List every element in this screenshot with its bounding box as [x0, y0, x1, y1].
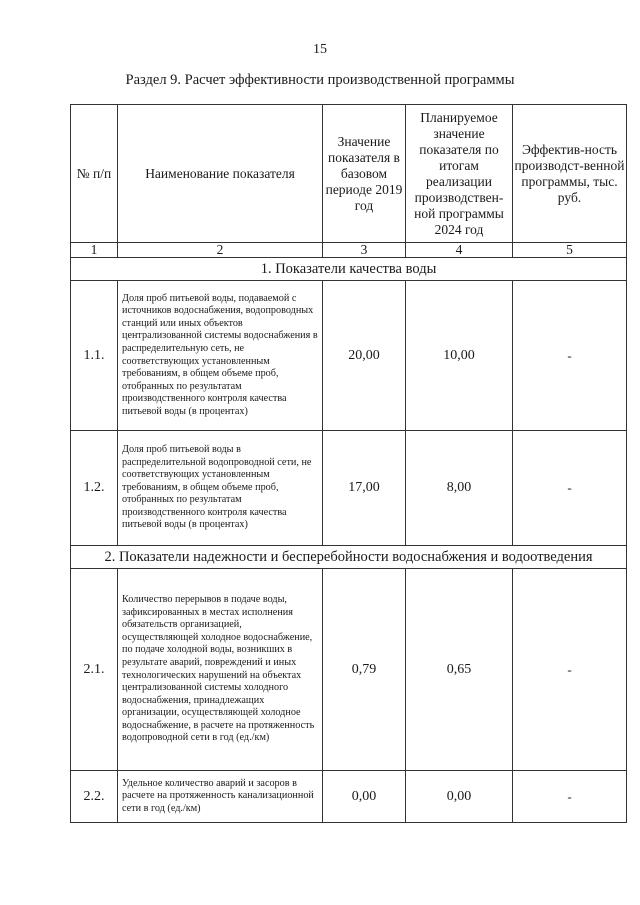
base-value: 20,00	[323, 281, 406, 431]
column-number: 5	[513, 243, 627, 258]
column-number-row	[71, 243, 627, 258]
column-number: 4	[406, 243, 513, 258]
efficiency-value: -	[513, 281, 627, 431]
indicator-name: Доля проб питьевой воды в распределительной водопроводной сети, не соответствующих установленным требованиям, в общем объеме проб, отобранных по результатам производственного контроля качества питьевой воды (в процентах)	[118, 431, 323, 546]
table-row	[71, 281, 627, 431]
indicator-name: Количество перерывов в подаче воды, зафиксированных в местах исполнения обязательств организацией, осуществляющей холодное водоснабжение, по подаче холодной воды, возникших в результате аварий, повреждений и иных технологических нарушений на объектах централизованной системы холодного водоснабжения, принадлежащих организации, осуществляющей холодное водоснабжение, в расчете на протяженность водопроводной сети в год (ед./км)	[118, 569, 323, 771]
row-number: 2.2.	[71, 771, 118, 823]
column-number: 2	[118, 243, 323, 258]
row-number: 1.1.	[71, 281, 118, 431]
table-row	[71, 771, 627, 823]
header-base-value: Значение показателя в базовом периоде 2019 год	[323, 105, 406, 243]
page-number: 15	[313, 42, 327, 57]
base-value: 0,79	[323, 569, 406, 771]
header-number: № п/п	[71, 105, 118, 243]
group-header-row	[71, 546, 627, 569]
efficiency-value: -	[513, 569, 627, 771]
planned-value: 10,00	[406, 281, 513, 431]
efficiency-value: -	[513, 431, 627, 546]
indicator-name: Удельное количество аварий и засоров в расчете на протяженность канализационной сети в год (ед./км)	[118, 771, 323, 823]
indicator-name: Доля проб питьевой воды, подаваемой с источников водоснабжения, водопроводных станций или иных объектов централизованной системы водоснабжения в распределительную сеть, не соответствующих установленным требованиям, в общем объеме проб, отобранных по результатам производственного контроля качества питьевой воды (в процентах)	[118, 281, 323, 431]
row-number: 2.1.	[71, 569, 118, 771]
header-row	[71, 105, 627, 243]
header-indicator-name: Наименование показателя	[118, 105, 323, 243]
base-value: 17,00	[323, 431, 406, 546]
row-number: 1.2.	[71, 431, 118, 546]
group-title: 2. Показатели надежности и бесперебойности водоснабжения и водоотведения	[71, 546, 627, 569]
planned-value: 0,00	[406, 771, 513, 823]
column-number: 3	[323, 243, 406, 258]
group-header-row	[71, 258, 627, 281]
section-title: Раздел 9. Расчет эффективности производственной программы	[125, 72, 515, 88]
group-title: 1. Показатели качества воды	[71, 258, 627, 281]
header-planned-value: Планируемое значение показателя по итогам реализации производствен-ной программы 2024 год	[406, 105, 513, 243]
planned-value: 8,00	[406, 431, 513, 546]
table-row	[71, 569, 627, 771]
table-row	[71, 431, 627, 546]
efficiency-table	[70, 104, 627, 823]
planned-value: 0,65	[406, 569, 513, 771]
efficiency-value: -	[513, 771, 627, 823]
base-value: 0,00	[323, 771, 406, 823]
column-number: 1	[71, 243, 118, 258]
header-efficiency: Эффектив-ность производст-венной программы, тыс. руб.	[513, 105, 627, 243]
